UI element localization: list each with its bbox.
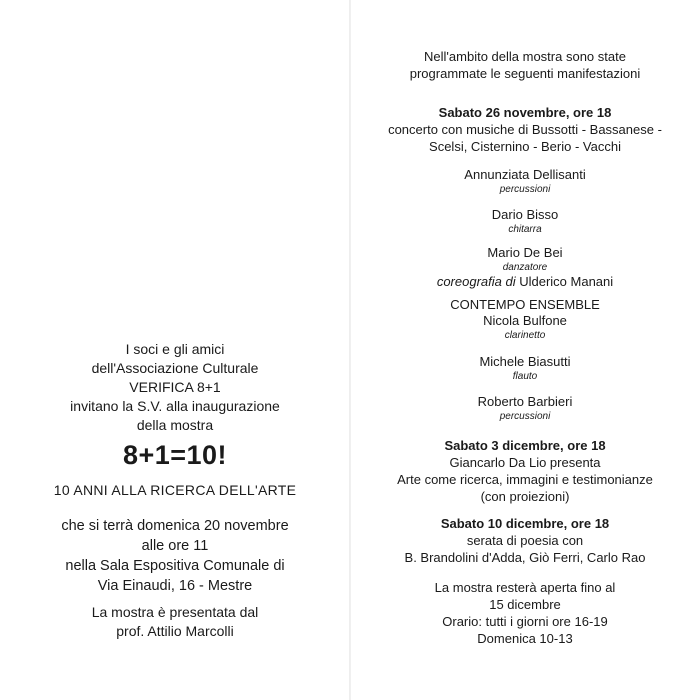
exhibition-subtitle: 10 ANNI ALLA RICERCA DELL'ARTE [53, 482, 297, 498]
event-line: Giancarlo Da Lio presenta [449, 455, 601, 470]
event-date: Sabato 26 novembre, ore 18 [438, 105, 612, 120]
performer-role: percussioni [499, 411, 551, 422]
invitation-text [0, 340, 350, 435]
detail-line: nella Sala Espositiva Comunale di [65, 558, 285, 574]
event-date: Sabato 10 dicembre, ore 18 [440, 516, 610, 531]
event-date: Sabato 3 dicembre, ore 18 [444, 438, 606, 453]
event-line: Arte come ricerca, immagini e testimonianze [397, 472, 653, 487]
performer-role: clarinetto [504, 330, 546, 341]
detail-line: Via Einaudi, 16 - Mestre [97, 578, 253, 594]
presenter-line: prof. Attilio Marcolli [116, 623, 234, 639]
detail-line: alle ore 11 [141, 538, 209, 554]
intro-line: programmate le seguenti manifestazioni [409, 66, 641, 81]
hours-line: Domenica 10-13 [477, 631, 573, 646]
invite-line: invitano la S.V. alla inaugurazione [70, 398, 280, 414]
presenter-line: La mostra è presentata dal [91, 604, 259, 620]
event-line: B. Brandolini d'Adda, Giò Ferri, Carlo Rao [404, 550, 646, 565]
opening-details [0, 516, 350, 596]
invite-line: I soci e gli amici [125, 341, 225, 357]
performer-name: Dario Bisso [491, 207, 559, 222]
hours-line: Orario: tutti i giorni ore 16-19 [442, 614, 608, 629]
performer-name: Roberto Barbieri [477, 394, 573, 409]
program-intro [350, 48, 700, 82]
performer [350, 354, 700, 383]
performer [350, 207, 700, 236]
event-line: Scelsi, Cisternino - Berio - Vacchi [429, 139, 621, 154]
performer-name: Mario De Bei [487, 245, 563, 260]
invite-line: dell'Associazione Culturale [91, 360, 259, 376]
performer [350, 297, 700, 342]
presenter-text [0, 603, 350, 641]
event-line: concerto con musiche di Bussotti - Bassanese - [388, 122, 662, 137]
event-concert [350, 104, 700, 155]
invite-line: della mostra [136, 417, 214, 433]
performer-role: flauto [512, 371, 538, 382]
opening-hours [350, 579, 700, 647]
performer [350, 167, 700, 196]
performer-role: danzatore [502, 262, 548, 273]
choreographer-name: Ulderico Manani [515, 274, 614, 289]
performer-name: Nicola Bulfone [483, 313, 567, 328]
event-presentation [350, 437, 700, 505]
performer-name: Annunziata Dellisanti [464, 167, 586, 182]
choreography-label: coreografia di [436, 274, 516, 289]
performer [350, 245, 700, 290]
exhibition-title: 8+1=10! [122, 440, 228, 470]
event-line: (con proiezioni) [480, 489, 570, 504]
hours-line: 15 dicembre [489, 597, 561, 612]
event-poetry [350, 515, 700, 566]
invite-line: VERIFICA 8+1 [129, 379, 221, 395]
choreography-credit [350, 274, 700, 290]
intro-line: Nell'ambito della mostra sono state [424, 49, 626, 64]
performer-name: Michele Biasutti [479, 354, 571, 369]
ensemble-name: CONTEMPO ENSEMBLE [450, 297, 600, 312]
right-page [350, 0, 700, 700]
hours-line: La mostra resterà aperta fino al [434, 580, 616, 595]
performer [350, 394, 700, 423]
event-line: serata di poesia con [466, 533, 584, 548]
performer-role: percussioni [499, 184, 551, 195]
performer-role: chitarra [508, 224, 542, 235]
detail-line: che si terrà domenica 20 novembre [61, 518, 289, 534]
